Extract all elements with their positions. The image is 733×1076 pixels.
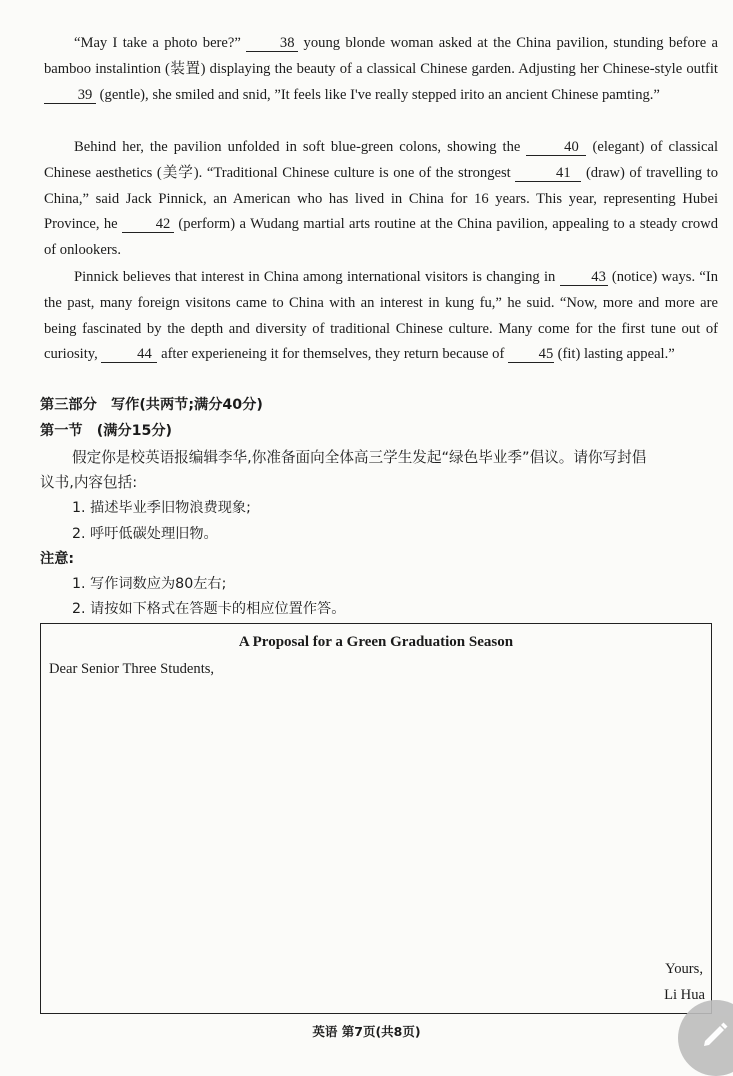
p2-text-b: (elegant) of classical Chinese aesthetics (美学). “Traditional Chinese culture is one of the strongest [44, 139, 718, 181]
closing: Yours, [665, 961, 703, 977]
writing-prompt-line-1: 假定你是校英语报编辑李华,你准备面向全体高三学生发起“绿色毕业季”倡议。请你写封倡 [72, 449, 647, 466]
blank-39[interactable]: 39 [44, 87, 96, 104]
p2-text-d: (perform) a Wudang martial arts routine at the China pavilion, appealing to a steady crowd of onlookers. [44, 216, 719, 259]
note-1: 1. 写作词数应为80左右; [72, 576, 227, 592]
note-2: 2. 请按如下格式在答题卡的相应位置作答。 [72, 601, 346, 617]
p1-text-c: (gentle), she smiled and snid, ”It feels like I've really stepped irito an ancient Chinese pamting.” [99, 86, 660, 103]
p3-text-b: (notice) ways. “In the past, many foreign visitons came to China with an interest in kung fu,” he suid. “Now, more and more are being fascinated by the depth and diversity of traditional Chinese culture. Many come for the first tune out of curiosity, [44, 269, 719, 363]
blank-45[interactable]: 45 [508, 346, 554, 363]
notes-label: 注意: [40, 551, 75, 567]
requirement-2: 2. 呼吁低碳处理旧物。 [72, 526, 218, 542]
blank-38[interactable]: 38 [246, 35, 298, 52]
blank-44[interactable]: 44 [101, 346, 157, 363]
blank-41[interactable]: 41 [515, 165, 581, 182]
passage-paragraph-3 [44, 265, 718, 368]
proposal-title: A Proposal for a Green Graduation Season [238, 634, 514, 650]
p3-text-a: Pinnick believes that interest in China among international visitors is changing in [74, 269, 556, 285]
p1-text-b: young blonde woman asked at the China pavilion, stunding before a bamboo instalintion (装置) displaying the beauty of a classical Chinese garden. Adjusting her Chinese-style outfit [44, 35, 718, 77]
blank-42[interactable]: 42 [122, 216, 174, 233]
p2-text-a: Behind her, the pavilion unfolded in soft blue-green colons, showing the [74, 139, 521, 155]
blank-40[interactable]: 40 [526, 139, 586, 156]
p2-text-c: (draw) of travelling to China,” said Jack Pinnick, an American who has lived in China for 16 years. This year, representing Hubei Province, he [44, 164, 719, 233]
page-footer: 英语 第7页(共8页) [312, 1024, 421, 1039]
passage-paragraph-2 [44, 135, 718, 264]
part3-header: 第三部分 写作(共两节;满分40分) [40, 397, 263, 413]
answer-box [40, 623, 712, 1014]
passage-paragraph-1 [44, 31, 718, 108]
writing-prompt-line-2: 议书,内容包括: [40, 474, 138, 491]
p3-text-c: after experieneing it for themselves, they return because of [161, 346, 505, 363]
section1-header: 第一节 (满分15分) [40, 423, 173, 439]
pencil-edit-icon [700, 1018, 730, 1048]
p3-text-d: (fit) lasting appeal.” [557, 346, 675, 363]
blank-43[interactable]: 43 [560, 269, 608, 286]
requirement-1: 1. 描述毕业季旧物浪费现象; [72, 500, 251, 516]
p1-text-a: “May I take a photo bere?” [74, 35, 241, 51]
signature: Li Hua [664, 987, 705, 1003]
greeting: Dear Senior Three Students, [49, 661, 215, 677]
